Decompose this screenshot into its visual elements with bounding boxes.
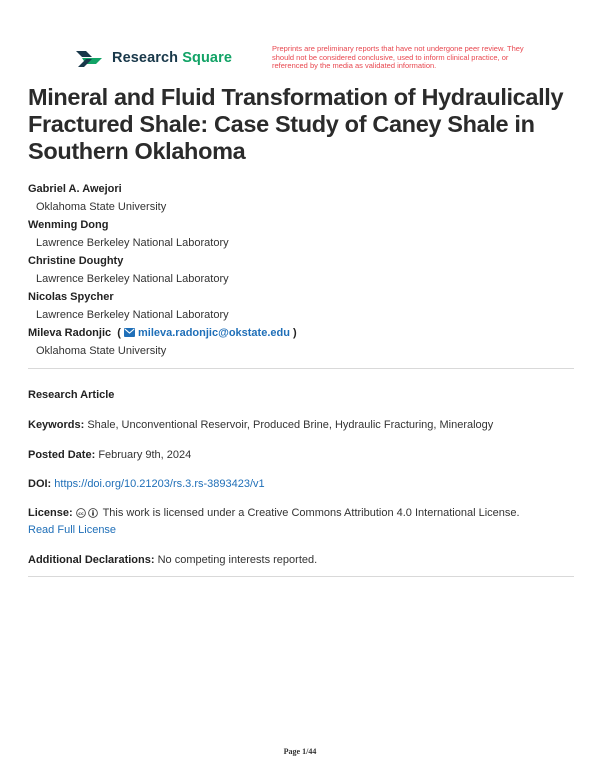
author-entry bbox=[28, 180, 573, 216]
author-entry bbox=[28, 216, 573, 252]
author-affiliation: Oklahoma State University bbox=[36, 201, 167, 213]
research-square-logo[interactable] bbox=[74, 47, 232, 69]
research-square-logo-icon bbox=[74, 47, 104, 69]
author-entry bbox=[28, 288, 573, 324]
declarations-label: Additional Declarations: bbox=[28, 554, 155, 566]
divider bbox=[28, 368, 574, 369]
license-text: This work is licensed under a Creative Commons Attribution 4.0 International License. bbox=[102, 507, 520, 519]
keywords-value: Shale, Unconventional Reservoir, Produced Brine, Hydraulic Fracturing, Mineralogy bbox=[87, 419, 494, 431]
doi bbox=[28, 476, 574, 493]
svg-text:cc: cc bbox=[77, 511, 84, 517]
author-affiliation: Oklahoma State University bbox=[36, 345, 167, 357]
doi-link[interactable]: https://doi.org/10.21203/rs.3.rs-3893423/v1 bbox=[54, 478, 265, 490]
cc-icon bbox=[76, 508, 86, 518]
read-full-license-link[interactable]: Read Full License bbox=[28, 524, 117, 536]
author-email-link[interactable]: mileva.radonjic@okstate.edu bbox=[124, 327, 290, 339]
doi-label: DOI: bbox=[28, 478, 52, 490]
attribution-icon bbox=[88, 508, 98, 518]
posted-date-value: February 9th, 2024 bbox=[98, 449, 192, 461]
divider bbox=[28, 576, 574, 577]
additional-declarations bbox=[28, 552, 574, 569]
creative-commons-icons bbox=[76, 508, 98, 518]
logo-text: Research Square bbox=[112, 50, 232, 66]
page-number: Page 1/44 bbox=[283, 747, 317, 756]
posted-date-label: Posted Date: bbox=[28, 449, 96, 461]
author-name: Wenming Dong bbox=[28, 219, 109, 231]
license bbox=[28, 505, 574, 539]
author-name: Nicolas Spycher bbox=[28, 291, 114, 303]
keywords bbox=[28, 417, 574, 434]
author-affiliation: Lawrence Berkeley National Laboratory bbox=[36, 237, 229, 249]
license-label: License: bbox=[28, 507, 73, 519]
preprint-disclaimer: Preprints are preliminary reports that have not undergone peer review. They should not be considered conclusive, used to inform clinical practice, or referenced by the media as validated information. bbox=[272, 44, 524, 71]
posted-date bbox=[28, 447, 574, 464]
envelope-icon bbox=[124, 328, 135, 337]
author-entry bbox=[28, 252, 573, 288]
author-name: Christine Doughty bbox=[28, 255, 124, 267]
author-name: Gabriel A. Awejori bbox=[28, 183, 122, 195]
author-affiliation: Lawrence Berkeley National Laboratory bbox=[36, 273, 229, 285]
keywords-label: Keywords: bbox=[28, 419, 85, 431]
corresponding-author-name: Mileva Radonjic ( mileva.radonjic@okstate.edu ) bbox=[28, 327, 297, 339]
paper-title: Mineral and Fluid Transformation of Hydraulically Fractured Shale: Case Study of Caney Shale in Southern Oklahoma bbox=[28, 84, 564, 164]
author-entry bbox=[28, 324, 573, 360]
author-affiliation: Lawrence Berkeley National Laboratory bbox=[36, 309, 229, 321]
author-list bbox=[28, 180, 573, 360]
article-type: Research Article bbox=[28, 389, 115, 401]
declarations-value: No competing interests reported. bbox=[157, 554, 318, 566]
